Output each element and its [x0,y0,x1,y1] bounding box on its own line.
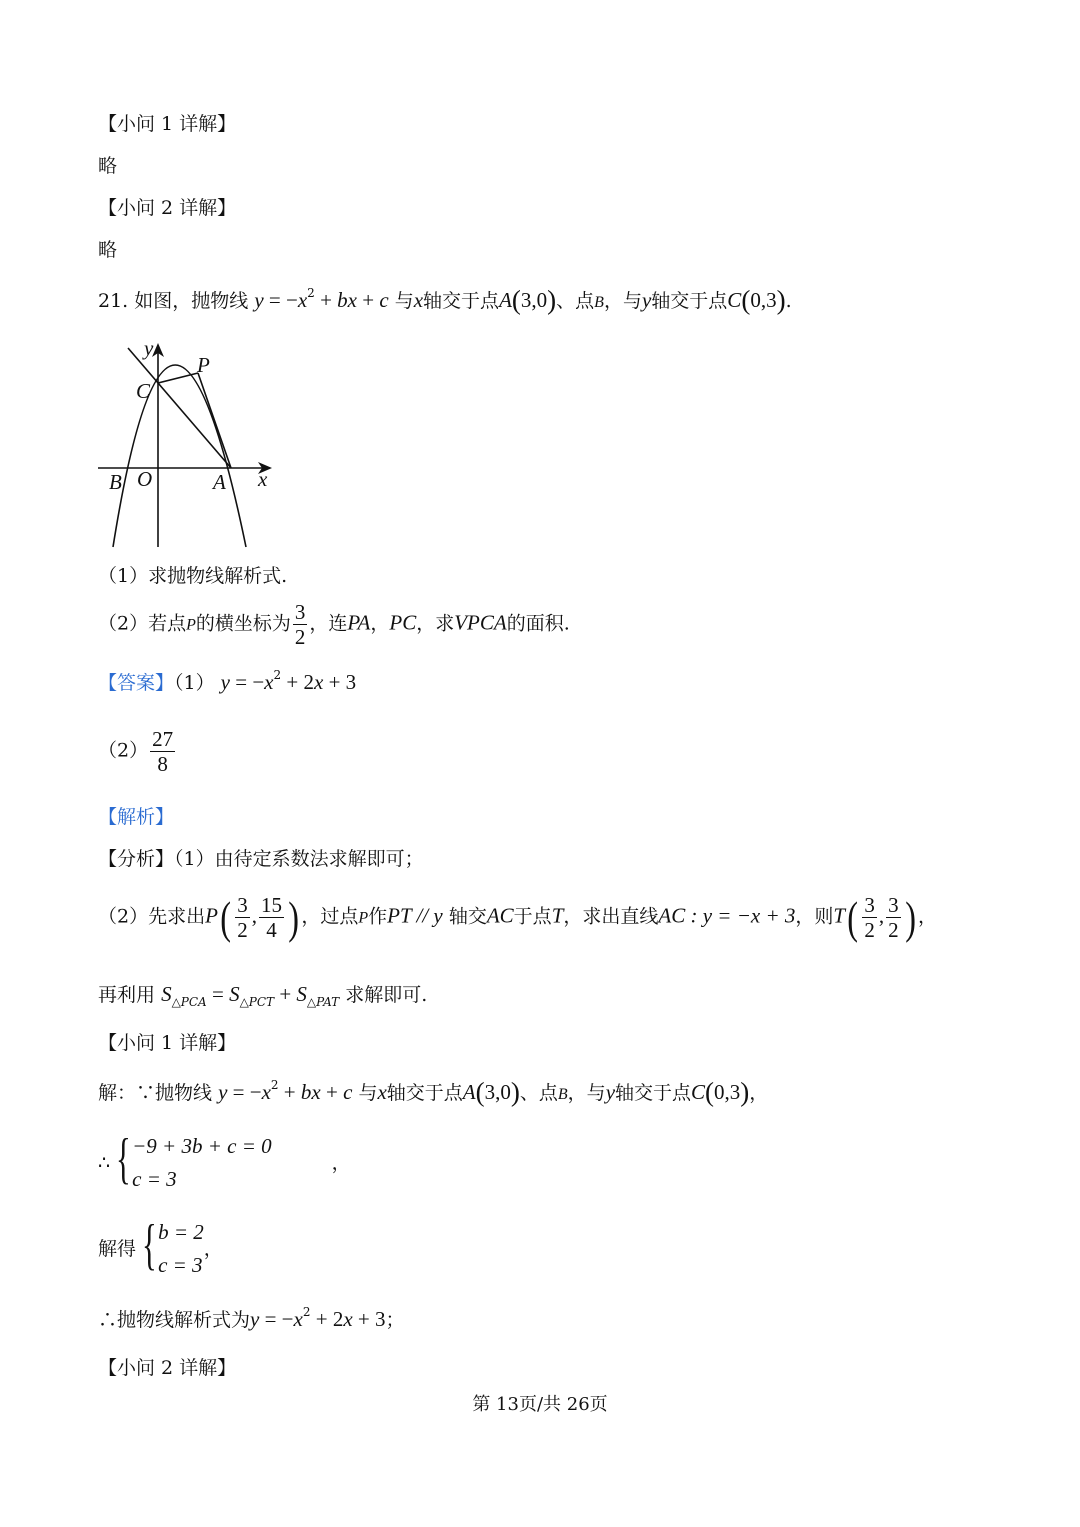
x-axis [98,462,272,474]
problem-statement: 21. 如图，抛物线 $y = -x^2$ + bx + c 与x轴交于点A(3,0)、点B，与y轴交于点C(0,3). [98,285,792,315]
solution-intro: 解：∵抛物线 $y = -x^2$ + bx + c 与x轴交于点A(3,0)、点B，与y轴交于点C(0,3)， [98,1077,769,1107]
solution-result: ∴抛物线解析式为$y = -x^2 + 2x + 3$； [98,1305,405,1331]
label-y: y [144,336,154,360]
label-a: A [213,470,226,494]
sub2-heading: 【小问 2 详解】 [98,197,237,219]
sub1-heading-b: 【小问 1 详解】 [98,1032,237,1054]
fraction: $\frac{3}{2}$ [294,600,306,649]
equation-system: { b = 2 c = 3 [142,1214,204,1277]
label-b: B [109,470,122,494]
sub2-heading-b: 【小问 2 详解】 [98,1357,237,1379]
system-1: ∴ { −9 + 3b + c = 0 c = 3 ， [98,1130,351,1196]
fraction: $\frac{27}{8}$ [152,727,174,776]
answer-1: 【答案】（1） $y = -x^2 + 2x + 3$ [98,668,357,694]
system-2: 解得 { b = 2 c = 3 ， [98,1216,223,1282]
sub2-body: 略 [98,239,118,261]
label-o: O [137,467,153,491]
analysis-tag: 【解析】 [98,806,175,828]
curve-expr: y [254,288,264,312]
parabola-figure [90,335,290,555]
label-x: x [258,467,268,491]
analysis-step-2: （2）先求出P( $\frac{3}{2}$ , $\frac{15}{4}$ ) ，过点P作PT // y 轴交AC于点T，求出直线AC : y = −x + 3，则T( $\frac{3}{2}$ , $\frac{3}{2}$ ) ， [98,891,937,943]
page-footer: 第 13页/共 26页 [472,1394,608,1415]
question-1: （1）求抛物线解析式. [98,565,288,587]
analysis-fenxi: 【分析】（1）由待定系数法求解即可； [98,848,424,870]
equation-system: { −9 + 3b + c = 0 c = 3 [116,1128,272,1191]
label-p: P [197,353,210,377]
sub1-body: 略 [98,155,118,177]
y-axis [152,343,164,547]
analysis-step-3: 再利用 $S_{\triangle PCA} = S_{\triangle PCT} + S_{\triangle PAT}$ 求解即可. [98,982,428,1009]
line-pa [198,373,231,468]
line-cp [158,373,198,383]
sub1-heading: 【小问 1 详解】 [98,113,237,135]
problem-number: 21. [98,290,129,312]
answer-tag: 【答案】 [98,672,175,694]
label-c: C [136,379,151,403]
answer-2: （2） $\frac{27}{8}$ [98,727,174,776]
question-2: （2）若点P的横坐标为 $\frac{3}{2}$ ，连PA，PC，求VPCA的面积. [98,600,570,649]
